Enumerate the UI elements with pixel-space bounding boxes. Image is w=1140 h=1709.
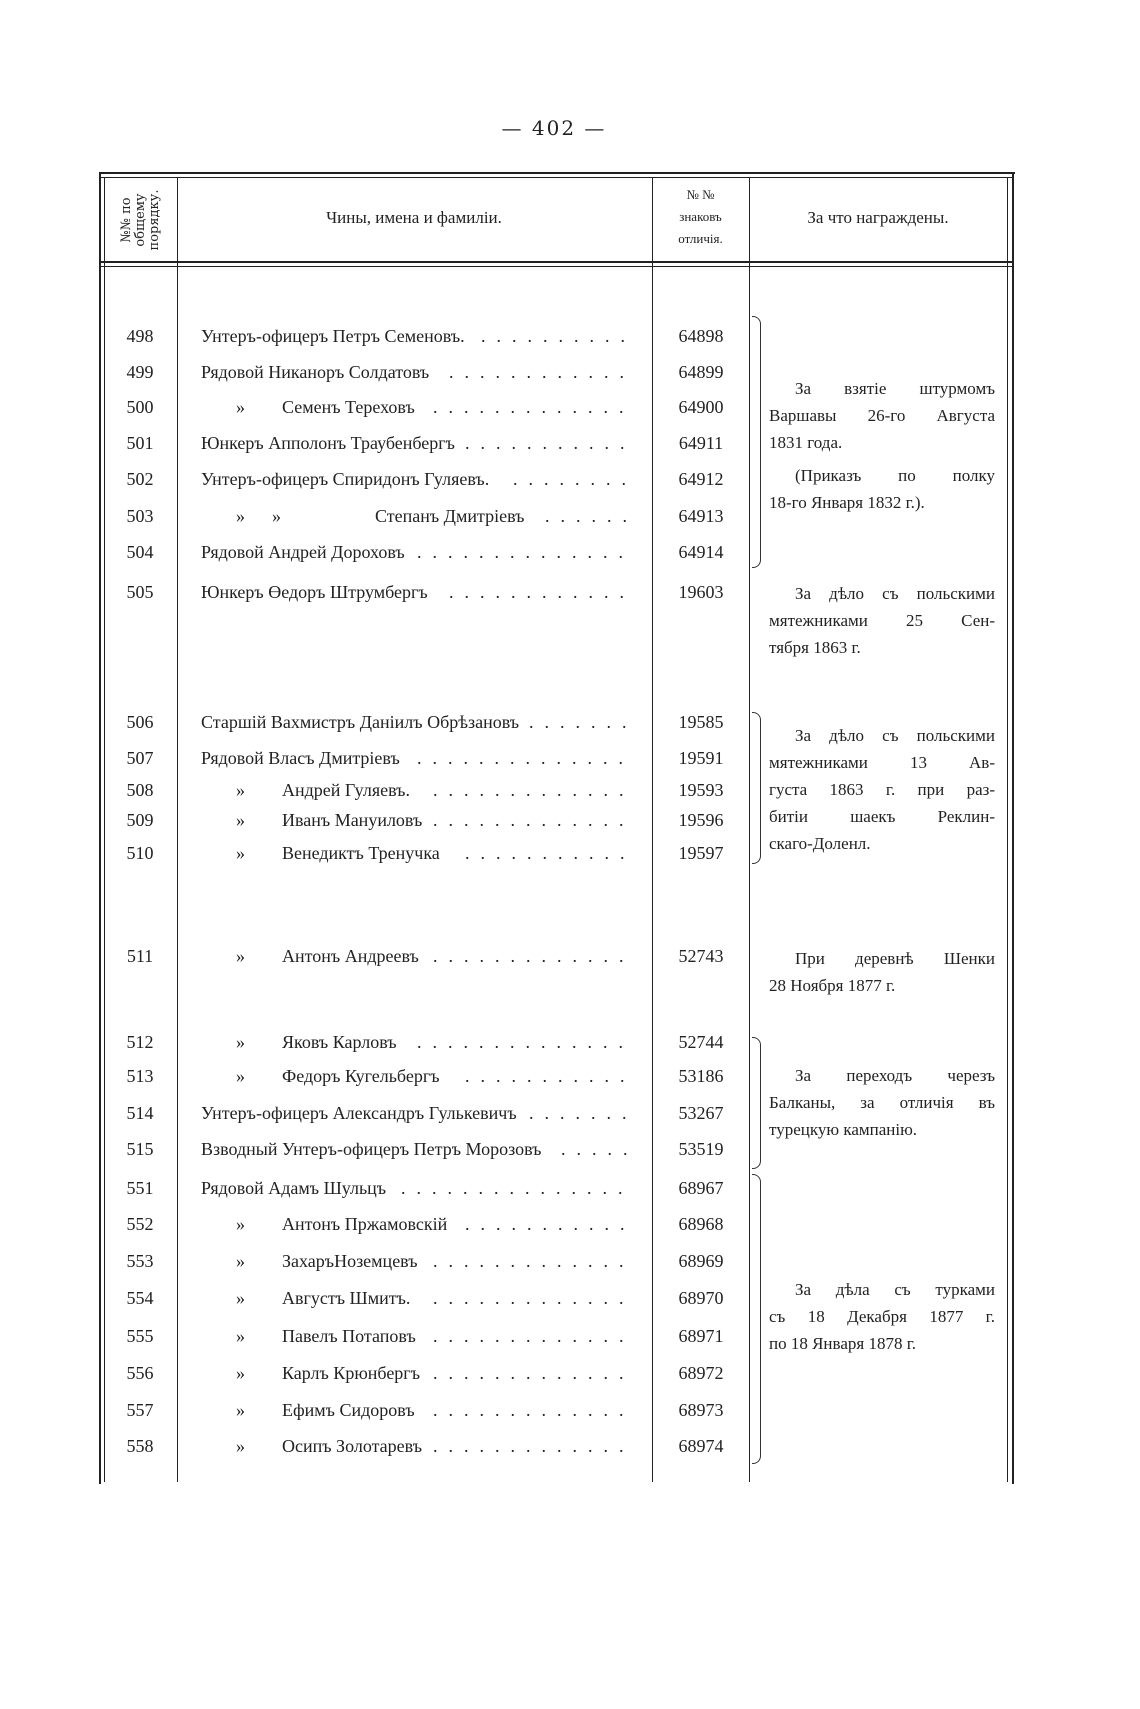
table-row [101, 1178, 647, 1204]
header-number-line: порядку. [147, 189, 162, 251]
reason-line: 28 Ноября 1877 г. [769, 976, 896, 995]
table-row [101, 1436, 647, 1462]
row-number: 509 [126, 810, 154, 830]
table-row [101, 582, 647, 608]
row-rank-name: Юнкеръ Апполонъ Траубенбергъ [201, 433, 455, 453]
dot-leader: ............... [401, 1178, 634, 1198]
reason-line: мятежниками 25 Сен- [769, 611, 995, 630]
row-number: 506 [126, 712, 154, 732]
row-name: Иванъ Мануиловъ [282, 810, 423, 830]
reason-line: Балканы, за отличія въ [769, 1093, 995, 1112]
row-name: Осипъ Золотаревъ [282, 1436, 423, 1456]
header-badges-line: отличія. [678, 231, 723, 246]
reason-line: мятежниками 13 Ав- [769, 753, 995, 772]
reason-line: 18-го Января 1832 г.). [769, 493, 925, 512]
badge-number: 53267 [678, 1103, 724, 1123]
badge-number: 19596 [678, 810, 724, 830]
row-rank-name: Юнкеръ Өедоръ Штрумбергъ [201, 582, 428, 602]
row-number: 512 [126, 1032, 154, 1052]
row-number: 503 [126, 506, 154, 526]
row-number: 511 [126, 946, 154, 966]
ditto-mark: » [236, 946, 245, 966]
badge-number: 64898 [678, 326, 724, 346]
badge-number: 64899 [678, 362, 724, 382]
table-row [101, 810, 647, 836]
header-badges-line: № № [686, 187, 715, 202]
row-rank-name: Унтеръ-офицеръ Спиридонъ Гуляевъ. [201, 469, 490, 489]
row-name: Андрей Гуляевъ. [282, 780, 410, 800]
reason-line: При деревнѣ Шенки [795, 949, 995, 968]
reason-text [769, 1276, 995, 1357]
ditto-mark: » [236, 1214, 245, 1234]
row-name: Ефимъ Сидоровъ [282, 1400, 415, 1420]
table-row [101, 1363, 647, 1389]
badge-number: 68973 [678, 1400, 724, 1420]
table-row [101, 1103, 647, 1129]
table-row [101, 506, 647, 532]
dot-leader: ........ [513, 469, 637, 489]
row-number: 501 [126, 433, 154, 453]
table-row [101, 1214, 647, 1240]
header-reason-column: За что награждены. [807, 208, 949, 227]
row-rank-name: Старшій Вахмистръ Даніилъ Обрѣзановъ [201, 712, 520, 732]
row-number: 502 [126, 469, 154, 489]
dot-leader: ............. [433, 810, 635, 830]
dot-leader: ............. [433, 780, 635, 800]
reason-text [769, 580, 995, 661]
table-row [101, 1326, 647, 1352]
badge-number: 64913 [678, 506, 724, 526]
row-name: Павелъ Потаповъ [282, 1326, 416, 1346]
reason-line: 1831 года. [769, 433, 843, 452]
ditto-mark: » [236, 1400, 245, 1420]
header-badges-line: знаковъ [679, 209, 722, 224]
dot-leader: .............. [417, 748, 634, 768]
badge-number: 68967 [678, 1178, 724, 1198]
row-name: Антонъ Андреевъ [282, 946, 419, 966]
badge-number: 68968 [678, 1214, 724, 1234]
row-rank-name: Рядовой Андрей Дороховъ [201, 542, 405, 562]
table-row [101, 1139, 647, 1165]
ditto-mark: » [236, 1326, 245, 1346]
row-number: 515 [126, 1139, 154, 1159]
ditto-mark: » [236, 843, 245, 863]
header-number-column [106, 180, 176, 260]
table-row [101, 542, 647, 568]
reason-line: За взятіе штурмомъ [795, 379, 995, 398]
dot-leader: ............. [433, 1436, 635, 1456]
table-row [101, 843, 647, 869]
ditto-mark: » [236, 397, 245, 417]
row-number: 510 [126, 843, 154, 863]
ditto-mark: » [236, 1436, 245, 1456]
table-row [101, 1251, 647, 1277]
dot-leader: ............ [449, 362, 635, 382]
row-rank-name: Унтеръ-офицеръ Александръ Гулькевичъ [201, 1103, 517, 1123]
badge-number: 19603 [678, 582, 724, 602]
badge-number: 68972 [678, 1363, 724, 1383]
header-badges-column [655, 184, 746, 250]
row-number: 556 [126, 1363, 154, 1383]
reason-line: За дѣло съ польскими [795, 584, 995, 603]
dot-leader: ............ [449, 582, 635, 602]
brace-bracket [752, 1037, 761, 1169]
row-name: Яковъ Карловъ [282, 1032, 397, 1052]
badge-number: 19597 [678, 843, 724, 863]
reason-line: (Приказъ по полку [795, 466, 995, 485]
dot-leader: ...... [545, 506, 638, 526]
dot-leader: ........... [465, 843, 636, 863]
dot-leader: ........... [465, 1066, 636, 1086]
reason-line: За дѣла съ турками [795, 1280, 995, 1299]
row-rank-name: Рядовой Никаноръ Солдатовъ [201, 362, 430, 382]
row-rank-name: Рядовой Адамъ Шульцъ [201, 1178, 387, 1198]
badge-number: 64911 [678, 433, 724, 453]
table-row [101, 1288, 647, 1314]
row-name: ЗахаръНоземцевъ [282, 1251, 418, 1271]
dot-leader: ..... [561, 1139, 639, 1159]
row-number: 514 [126, 1103, 154, 1123]
reason-line: турецкую кампанію. [769, 1120, 918, 1139]
ditto-mark: » » [236, 506, 281, 526]
row-number: 513 [126, 1066, 154, 1086]
ditto-mark: » [236, 1066, 245, 1086]
row-rank-name: Взводный Унтеръ-офицеръ Петръ Морозовъ [201, 1139, 542, 1159]
header-number-line: №№ по [119, 197, 134, 243]
badge-number: 64912 [678, 469, 724, 489]
reason-text [769, 945, 995, 999]
row-name: Венедиктъ Тренучка [282, 843, 440, 863]
row-number: 551 [126, 1178, 154, 1198]
row-number: 498 [126, 326, 154, 346]
table-row [101, 712, 647, 738]
row-name: Карлъ Крюнбергъ [282, 1363, 420, 1383]
badge-number: 68970 [678, 1288, 724, 1308]
ditto-mark: » [236, 1032, 245, 1052]
header-number-line: общему [133, 193, 148, 247]
table-row [101, 946, 647, 972]
badge-number: 52743 [678, 946, 724, 966]
row-number: 557 [126, 1400, 154, 1420]
badge-number: 68974 [678, 1436, 724, 1456]
dot-leader: ....... [529, 712, 638, 732]
dot-leader: ............. [433, 946, 635, 966]
dot-leader: ............. [433, 1363, 635, 1383]
reason-line: тября 1863 г. [769, 638, 861, 657]
reason-text [769, 1062, 995, 1143]
reason-text [769, 722, 995, 857]
row-name: Антонъ Пржамовскій [282, 1214, 448, 1234]
row-number: 507 [126, 748, 154, 768]
row-rank-name: Унтеръ-офицеръ Петръ Семеновъ. [201, 326, 465, 346]
reason-line: съ 18 Декабря 1877 г. [769, 1307, 995, 1326]
row-number: 504 [126, 542, 154, 562]
reason-line: по 18 Января 1878 г. [769, 1334, 917, 1353]
table-row [101, 326, 647, 352]
table-row [101, 748, 647, 774]
badge-number: 53519 [678, 1139, 724, 1159]
reason-line: скаго-Доленл. [769, 834, 871, 853]
ditto-mark: » [236, 1251, 245, 1271]
row-number: 500 [126, 397, 154, 417]
table-row [101, 1400, 647, 1426]
brace-bracket [752, 1174, 761, 1464]
dot-leader: ............. [433, 1288, 635, 1308]
reason-line: Варшавы 26-го Августа [769, 406, 995, 425]
brace-bracket [752, 712, 761, 864]
row-name: Федоръ Кугельбергъ [282, 1066, 440, 1086]
table-row [101, 1032, 647, 1058]
dot-leader: ............. [433, 1400, 635, 1420]
badge-number: 64900 [678, 397, 724, 417]
row-name: Семенъ Тереховъ [282, 397, 415, 417]
dot-leader: ............. [433, 1326, 635, 1346]
page-number: — 402 — [501, 116, 607, 140]
row-rank-name: Рядовой Власъ Дмитріевъ [201, 748, 400, 768]
row-number: 508 [126, 780, 154, 800]
table-row [101, 1066, 647, 1092]
table-row [101, 780, 647, 806]
ditto-mark: » [236, 1288, 245, 1308]
badge-number: 19593 [678, 780, 724, 800]
reason-line: густа 1863 г. при раз- [769, 780, 995, 799]
ditto-mark: » [236, 780, 245, 800]
dot-leader: .............. [417, 542, 634, 562]
table-row [101, 469, 647, 495]
reason-text [769, 375, 995, 516]
row-name: Августъ Шмитъ. [282, 1288, 411, 1308]
dot-leader: ........... [465, 433, 636, 453]
dot-leader: ....... [529, 1103, 638, 1123]
table-row [101, 362, 647, 388]
row-number: 558 [126, 1436, 154, 1456]
reason-line: За дѣло съ польскими [795, 726, 995, 745]
header-names-column: Чины, имена и фамиліи. [326, 208, 502, 227]
badge-number: 19591 [678, 748, 724, 768]
row-number: 555 [126, 1326, 154, 1346]
reason-line: битіи шаекъ Реклин- [769, 807, 995, 826]
row-number: 505 [126, 582, 154, 602]
ditto-mark: » [236, 1363, 245, 1383]
badge-number: 53186 [678, 1066, 724, 1086]
badge-number: 68971 [678, 1326, 724, 1346]
badge-number: 68969 [678, 1251, 724, 1271]
row-number: 553 [126, 1251, 154, 1271]
dot-leader: ............. [433, 1251, 635, 1271]
badge-number: 19585 [678, 712, 724, 732]
table-row [101, 433, 647, 459]
dot-leader: ........... [465, 1214, 636, 1234]
dot-leader: ............. [433, 397, 635, 417]
row-number: 552 [126, 1214, 154, 1234]
reason-line: За переходъ черезъ [795, 1066, 995, 1085]
row-number: 554 [126, 1288, 154, 1308]
badge-number: 52744 [678, 1032, 724, 1052]
row-name: Степанъ Дмитріевъ [375, 506, 525, 526]
row-number: 499 [126, 362, 154, 382]
brace-bracket [752, 316, 761, 568]
badge-number: 64914 [678, 542, 724, 562]
table-row [101, 397, 647, 423]
dot-leader: .............. [417, 1032, 634, 1052]
ditto-mark: » [236, 810, 245, 830]
dot-leader: .......... [481, 326, 636, 346]
